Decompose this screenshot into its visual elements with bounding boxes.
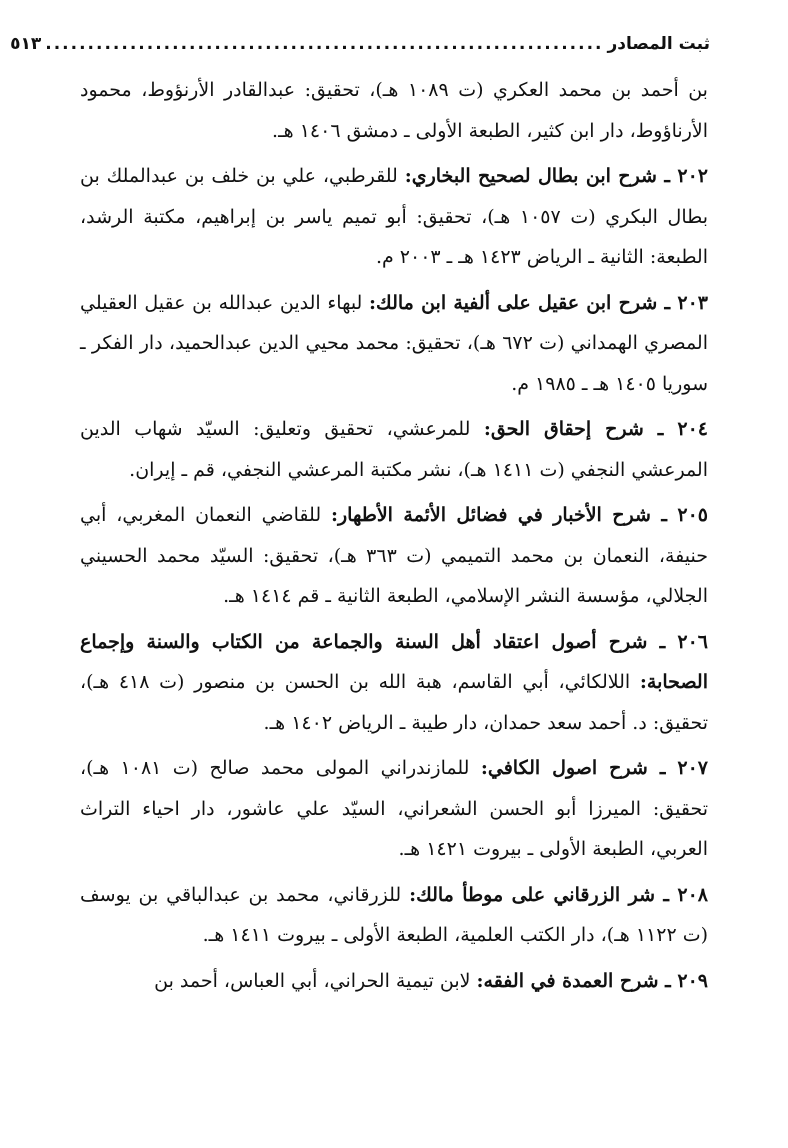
bibliography-entry-202 (80, 156, 708, 278)
entry-label: ٢٠٣ ـ شرح ابن عقيل على ألفية ابن مالك: (369, 291, 708, 314)
entry-label: ٢٠٦ ـ شرح أصول اعتقاد أهل السنة والجماعة من الكتاب والسنة وإجماع الصحابة: (80, 630, 708, 693)
entry-label: ٢٠٢ ـ شرح ابن بطال لصحيح البخاري: (404, 165, 708, 187)
entry-text: للقرطبي، علي بن خلف بن عبدالملك بن بطال البكري (ت ١٠٥٧ هـ)، تحقيق: أبو تميم ياسر بن إبراهيم، مكتبة الرشد، الطبعة: الثانية ـ الرياض ١٤٢٣ هـ ـ ٢٠٠٣ م. (80, 165, 708, 268)
entry-text: بن أحمد بن محمد العكري (ت ١٠٨٩ هـ)، تحقيق: عبدالقادر الأرنؤوط، محمود الأرناؤوط، دار ابن كثير، الطبعة الأولى ـ دمشق ١٤٠٦ هـ. (80, 79, 708, 142)
entry-label: ٢٠٩ ـ شرح العمدة في الفقه: (476, 969, 708, 992)
entry-text: اللالكائي، أبي القاسم، هبة الله بن الحسن بن منصور (ت ٤١٨ هـ)، تحقيق: د. أحمد سعد حمدان، دار طيبة ـ الرياض ١٤٠٢ هـ. (80, 671, 708, 734)
bibliography-entry-206 (80, 622, 708, 744)
bibliography-entry-203 (80, 283, 708, 405)
entry-label: ٢٠٤ ـ شرح إحقاق الحق: (483, 418, 708, 440)
header-leader-dots: .................................................................. (45, 34, 604, 54)
bibliography-entry-204 (80, 409, 708, 490)
bibliography-entry-continuation (80, 70, 708, 151)
bibliography-entry-205 (80, 495, 708, 617)
bibliography-list (80, 70, 708, 1001)
running-header (10, 30, 710, 58)
bibliography-entry-209 (80, 961, 708, 1002)
entry-text: لابن تيمية الحراني، أبي العباس، أحمد بن (154, 969, 477, 992)
entry-label: ٢٠٥ ـ شرح الأخبار في فضائل الأئمة الأطهار: (330, 504, 708, 526)
entry-label: ٢٠٧ ـ شرح اصول الكافي: (480, 757, 708, 779)
entry-text: للمازندراني المولى محمد صالح (ت ١٠٨١ هـ)، تحقيق: الميرزا أبو الحسن الشعراني، السيّد علي عاشور، دار احياء التراث العربي، الطبعة الأولى ـ بيروت ١٤٢١ هـ. (80, 757, 708, 860)
entry-label: ٢٠٨ ـ شر الزرقاني على موطأ مالك: (409, 883, 709, 906)
bibliography-entry-208 (80, 875, 708, 956)
entry-text: للزرقاني، محمد بن عبدالباقي بن يوسف (ت ١١٢٢ هـ)، دار الكتب العلمية، الطبعة الأولى ـ بيروت ١٤١١ هـ. (80, 883, 708, 946)
page-number: ٥١٣ (10, 34, 42, 54)
entry-text: لبهاء الدين عبدالله بن عقيل العقيلي المصري الهمداني (ت ٦٧٢ هـ)، تحقيق: محمد محيي الدين عبدالحميد، دار الفكر ـ سوريا ١٤٠٥ هـ ـ ١٩٨٥ م. (80, 291, 708, 395)
bibliography-entry-207 (80, 748, 708, 870)
entry-text: للمرعشي، تحقيق وتعليق: السيّد شهاب الدين المرعشي النجفي (ت ١٤١١ هـ)، نشر مكتبة المرعشي النجفي، قم ـ إيران. (80, 418, 708, 481)
entry-text: للقاضي النعمان المغربي، أبي حنيفة، النعمان بن محمد التميمي (ت ٣٦٣ هـ)، تحقيق: السيّد محمد الحسيني الجلالي، مؤسسة النشر الإسلامي، الطبعة الثانية ـ قم ١٤١٤ هـ. (80, 504, 708, 607)
section-title: ثبت المصادر (607, 34, 710, 54)
